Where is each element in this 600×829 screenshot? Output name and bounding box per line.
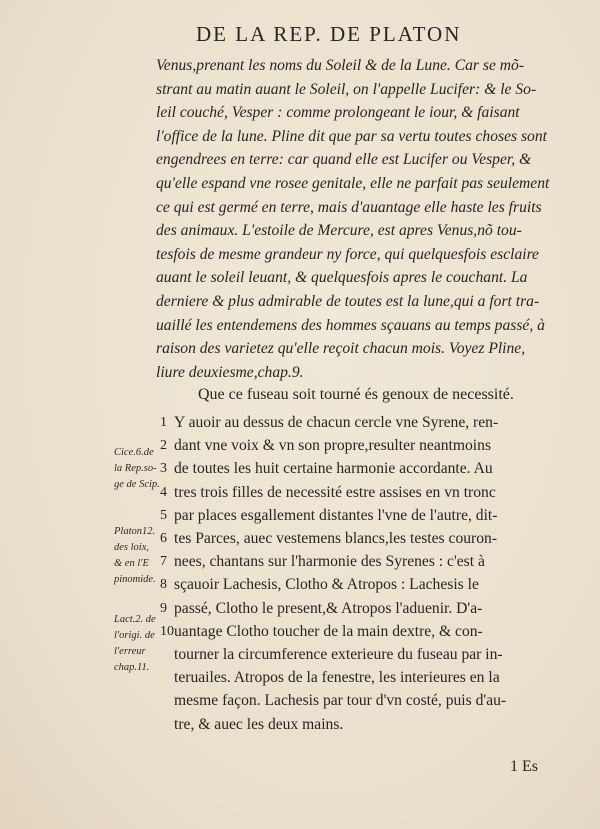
line-text: mesme façon. Lachesis par tour d'vn costé, puis d'au-: [174, 692, 507, 710]
text-line: [160, 481, 560, 504]
line-text: tourner la circumference exterieure du fuseau par in-: [174, 646, 503, 664]
margin-note-line: & en l'E: [114, 558, 149, 569]
main-text: [160, 411, 560, 736]
margin-note-line: Cice.6.de: [114, 447, 154, 458]
line-text: par places esgallement distantes l'vne de l'autre, dit-: [174, 506, 498, 524]
line-number: [160, 713, 174, 736]
line-number: 6: [160, 531, 167, 547]
line-number: 10: [160, 623, 174, 639]
margin-note-line: pinomide.: [114, 574, 156, 585]
margin-note-lactance: [114, 612, 164, 676]
section-title: Que ce fuseau soit tourné és genoux de necessité.: [198, 386, 514, 403]
line-number: 7: [160, 554, 167, 570]
commentary-line: engendrees en terre: car quand elle est Lucifer ou Vesper, &: [156, 151, 532, 169]
commentary-line: qu'elle espand vne rosee genitale, elle ne parfait pas seulement: [156, 174, 550, 192]
line-text: nees, chantans sur l'harmonie des Syrenes : c'est à: [174, 553, 485, 571]
text-line: [160, 713, 560, 736]
line-number: 1: [160, 415, 167, 430]
text-line: [160, 620, 560, 643]
text-line: [160, 643, 560, 666]
commentary-line: des animaux. L'estoile de Mercure, est apres Venus,nõ tou-: [156, 222, 522, 240]
line-number: 9: [160, 600, 167, 616]
line-text: teruailes. Atropos de la fenestre, les interieures en la: [174, 669, 500, 687]
margin-note-line: des loix,: [114, 542, 149, 553]
text-line: [160, 527, 560, 550]
line-number: 8: [160, 577, 167, 593]
catchword: 1 Es: [510, 758, 538, 775]
commentary-line: raison des varietez qu'elle reçoit chacun mois. Voyez Pline,: [156, 340, 526, 358]
commentary-line: derniere & plus admirable de toutes est la lune,qui a fort tra-: [156, 292, 540, 310]
text-line: [160, 457, 560, 480]
margin-note-line: Platon12.: [114, 526, 156, 537]
line-text: Y auoir au dessus de chacun cercle vne Syrene, ren-: [174, 414, 499, 431]
commentary-line: tesfois de mesme grandeur ny force, qui quelquesfois esclaire: [156, 245, 539, 263]
commentary-block: [156, 54, 551, 384]
line-number: 3: [160, 461, 167, 477]
margin-note-cicero: [114, 445, 164, 493]
line-text: sçauoir Lachesis, Clotho & Atropos : Lachesis le: [174, 576, 479, 594]
text-line: [160, 666, 560, 689]
margin-note-line: ge de Scip.: [114, 479, 160, 490]
line-number: 4: [160, 484, 167, 500]
line-number: [160, 689, 174, 712]
line-text: tre, & auec les deux mains.: [174, 715, 344, 733]
commentary-line: leil couché, Vesper : comme prolongeant le iour, & faisant: [156, 104, 520, 122]
commentary-line: Venus,prenant les noms du Soleil & de la Lune. Car se mõ-: [156, 57, 525, 74]
commentary-line: auant le soleil leuant, & quelquesfois apres le couchant. La: [156, 269, 528, 287]
margin-note-line: Lact.2. de: [114, 614, 156, 625]
text-line: [160, 504, 560, 527]
line-number: 2: [160, 438, 167, 454]
text-line: [160, 411, 560, 434]
margin-note-line: l'erreur: [114, 646, 146, 657]
margin-note-line: chap.11.: [114, 662, 150, 673]
line-text: tres trois filles de necessité estre assises en vn tronc: [174, 483, 496, 501]
text-line: [160, 573, 560, 596]
line-number: 5: [160, 507, 167, 523]
margin-note-line: la Rep.so-: [114, 463, 157, 474]
commentary-line: liure deuxiesme,chap.9.: [156, 363, 304, 381]
commentary-line: uaillé les entendemens des hommes sçauans au temps passé, à: [156, 316, 545, 334]
margin-note-platon: [114, 524, 164, 588]
line-text: passé, Clotho le present,& Atropos l'aduenir. D'a-: [174, 599, 483, 617]
running-header: DE LA REP. DE PLATON: [196, 22, 462, 46]
text-line: [160, 689, 560, 712]
text-line: [160, 550, 560, 573]
text-line: [160, 597, 560, 620]
commentary-line: strant au matin auant le Soleil, on l'appelle Lucifer: & le So-: [156, 80, 537, 98]
line-text: dant vne voix & vn son propre,resulter neantmoins: [174, 437, 492, 455]
commentary-line: l'office de la lune. Pline dit que par sa vertu toutes choses sont: [156, 127, 547, 145]
text-line: [160, 434, 560, 457]
line-text: uantage Clotho toucher de la main dextre, & con-: [174, 622, 483, 640]
line-text: tes Parces, auec vestemens blancs,les testes couron-: [174, 530, 498, 548]
commentary-line: ce qui est germé en terre, mais d'auantage elle haste les fruits: [156, 198, 542, 216]
line-text: de toutes les huit certaine harmonie accordante. Au: [174, 460, 493, 478]
margin-note-line: l'origi. de: [114, 630, 155, 641]
